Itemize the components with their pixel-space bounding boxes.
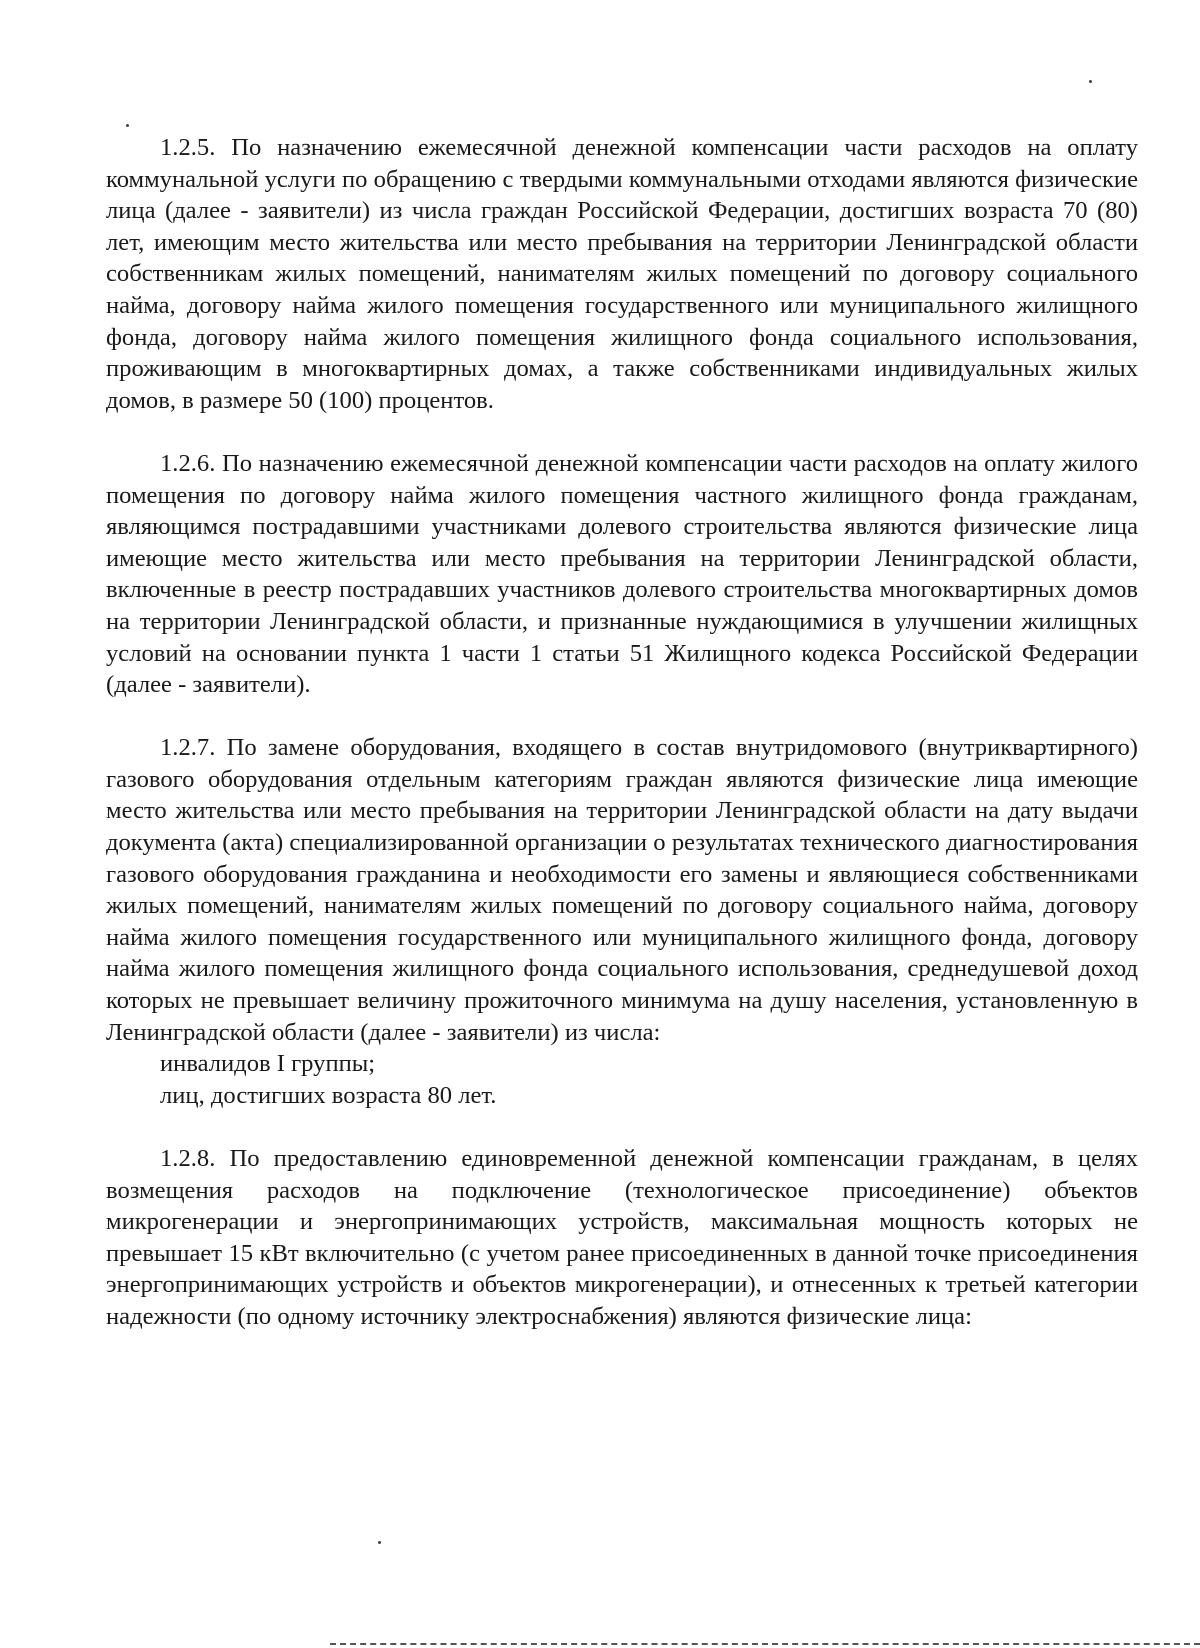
page-bottom-edge	[330, 1643, 1200, 1645]
scan-speck	[126, 124, 129, 127]
paragraph-gap	[106, 701, 1138, 733]
list-item: инвалидов I группы;	[160, 1050, 376, 1078]
scan-speck	[378, 1541, 381, 1544]
list-item: лиц, достигших возраста 80 лет.	[160, 1081, 497, 1109]
section-1-2-7: 1.2.7. По замене оборудования, входящего в состав внутридомового (внутриквартирного) газового оборудования отдельным категориям граждан являются физические лица имеющие место жительства или место пребывания на территории Ленинградской области на дату выдачи документа (акта) специализированной организации о результатах технического диагностирования газового оборудования гражданина и необходимости его замены и являющиеся собственниками жилых помещений, нанимателям жилых помещений по договору социального найма, договору найма жилого помещения государственного или муниципального жилищного фонда, договору найма жилого помещения жилищного фонда социального использования, среднедушевой доход которых не превышает величину прожиточного минимума на душу населения, установленную в Ленинградской области (далее - заявители) из числа:	[106, 734, 1138, 1046]
section-1-2-5: 1.2.5. По назначению ежемесячной денежной компенсации части расходов на оплату коммунальной услуги по обращению с твердыми коммунальными отходами являются физические лица (далее - заявители) из числа граждан Российской Федерации, достигших возраста 70 (80) лет, имеющим место жительства или место пребывания на территории Ленинградской области собственникам жилых помещений, нанимателям жилых помещений по договору социального найма, договору найма жилого помещения государственного или муниципального жилищного фонда, договору найма жилого помещения жилищного фонда социального использования, проживающим в многоквартирных домах, а также собственниками индивидуальных жилых домов, в размере 50 (100) процентов.	[106, 134, 1138, 414]
document-body	[106, 132, 1138, 1333]
scan-speck	[1089, 80, 1092, 83]
paragraph-gap	[106, 1111, 1138, 1143]
paragraph-gap	[106, 416, 1138, 448]
section-1-2-8: 1.2.8. По предоставлению единовременной денежной компенсации гражданам, в целях возмещения расходов на подключение (технологическое присоединение) объектов микрогенерации и энергопринимающих устройств, максимальная мощность которых не превышает 15 кВт включительно (с учетом ранее присоединенных в данной точке присоединения энергопринимающих устройств и объектов микрогенерации), и отнесенных к третьей категории надежности (по одному источнику электроснабжения) являются физические лица:	[106, 1145, 1138, 1330]
section-1-2-6: 1.2.6. По назначению ежемесячной денежной компенсации части расходов на оплату жилого помещения по договору найма жилого помещения частного жилищного фонда гражданам, являющимся пострадавшими участниками долевого строительства являются физические лица имеющие место жительства или место пребывания на территории Ленинградской области, включенные в реестр пострадавших участников долевого строительства многоквартирных домов на территории Ленинградской области, и признанные нуждающимися в улучшении жилищных условий на основании пункта 1 части 1 статьи 51 Жилищного кодекса Российской Федерации (далее - заявители).	[106, 449, 1138, 699]
